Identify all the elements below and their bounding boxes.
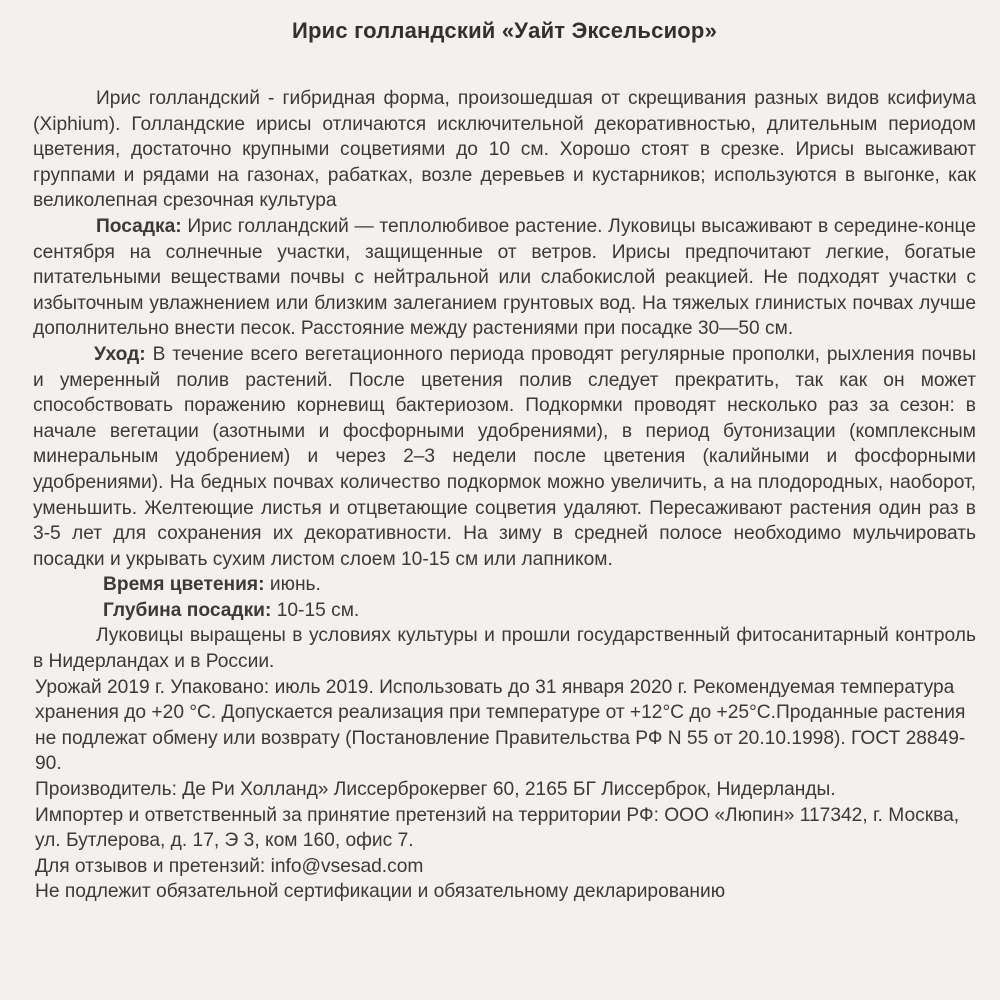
- document-title: Ирис голландский «Уайт Эксельсиор»: [291, 18, 718, 43]
- planting-text: Ирис голландский — теплолюбивое растение. Луковицы высаживают в середине-конце сентября на солнечные участки, защищенные от ветров. Ирисы предпочитают легкие, богатые питательными веществами почвы с нейтральной или слабокислой реакцией. Не подходят участки с избыточным увлажнением или близким залеганием грунтовых вод. На тяжелых глинистых почвах лучше дополнительно внести песок. Расстояние между растениями при посадке 30—50 см.: [33, 215, 976, 340]
- intro-paragraph: Ирис голландский - гибридная форма, произошедшая от скрещивания разных видов ксифиума (Xiphium). Голландские ирисы отличаются исключительной декоративностью, длительным периодом цветения, достаточно крупными соцветиями до 10 см. Хорошо стоят в срезке. Ирисы высаживают группами и рядами на газонах, рабатках, возле деревьев и кустарников; используются в выгонке, как великолепная срезочная культура: [33, 88, 976, 212]
- harvest-storage-note: Урожай 2019 г. Упаковано: июль 2019. Использовать до 31 января 2020 г. Рекомендуемая температура хранения до +20 °С. Допускается реализация при температуре от +12°С до +25°С.Проданные растения не подлежат обмену или возврату (Постановление Правительства РФ N 55 от 20.10.1998). ГОСТ 28849-90.: [35, 676, 966, 775]
- document-body: [33, 86, 976, 905]
- bloom-time-value: июнь.: [264, 574, 321, 596]
- care-text: В течение всего вегетационного периода проводят регулярные прополки, рыхления почвы и умеренный полив растений. После цветения полив следует прекратить, так как он может способствовать поражению корневищ бактериозом. Подкормки проводят несколько раз за сезон: в начале вегетации (азотными и фосфорными удобрениями), в период бутонизации (комплексным минеральным удобрением) и через 2–3 недели после цветения (калийными и фосфорными удобрениями). На бедных почвах количество подкормок можно увеличить, а на плодородных, наоборот, уменьшить. Желтеющие листья и отцветающие соцветия удаляют. Пересаживают растения один раз в 3-5 лет для сохранения их декоративности. На зиму в средней полосе необходимо мульчировать посадки и укрывать сухим листом слоем 10-15 см или лапником.: [33, 343, 976, 570]
- care-label: Уход:: [94, 343, 146, 365]
- bloom-time-line: [33, 572, 976, 598]
- producer-info: Производитель: Де Ри Холланд» Лиссерброкервег 60, 2165 БГ Лиссерброк, Нидерланды.: [35, 779, 836, 801]
- certification-note: Не подлежит обязательной сертификации и обязательному декларированию: [35, 881, 726, 903]
- planting-depth-line: [33, 598, 976, 624]
- importer-info: Импортер и ответственный за принятие претензий на территории РФ: ООО «Люпин» 117342, г. Москва, ул. Бутлерова, д. 17, Э 3, ком 160, офис 7.: [35, 804, 960, 852]
- planting-depth-value: 10-15 см.: [271, 599, 360, 621]
- planting-paragraph: [33, 214, 976, 342]
- planting-label: Посадка:: [96, 215, 182, 237]
- planting-depth-label: Глубина посадки:: [103, 599, 272, 621]
- feedback-contact: Для отзывов и претензий: info@vsesad.com: [35, 855, 424, 877]
- legal-info: [33, 675, 976, 905]
- bloom-time-label: Время цветения:: [103, 574, 265, 596]
- care-paragraph: [33, 342, 976, 572]
- phytosanitary-note: Луковицы выращены в условиях культуры и прошли государственный фитосанитарный контроль в Нидерландах и в России.: [33, 625, 976, 673]
